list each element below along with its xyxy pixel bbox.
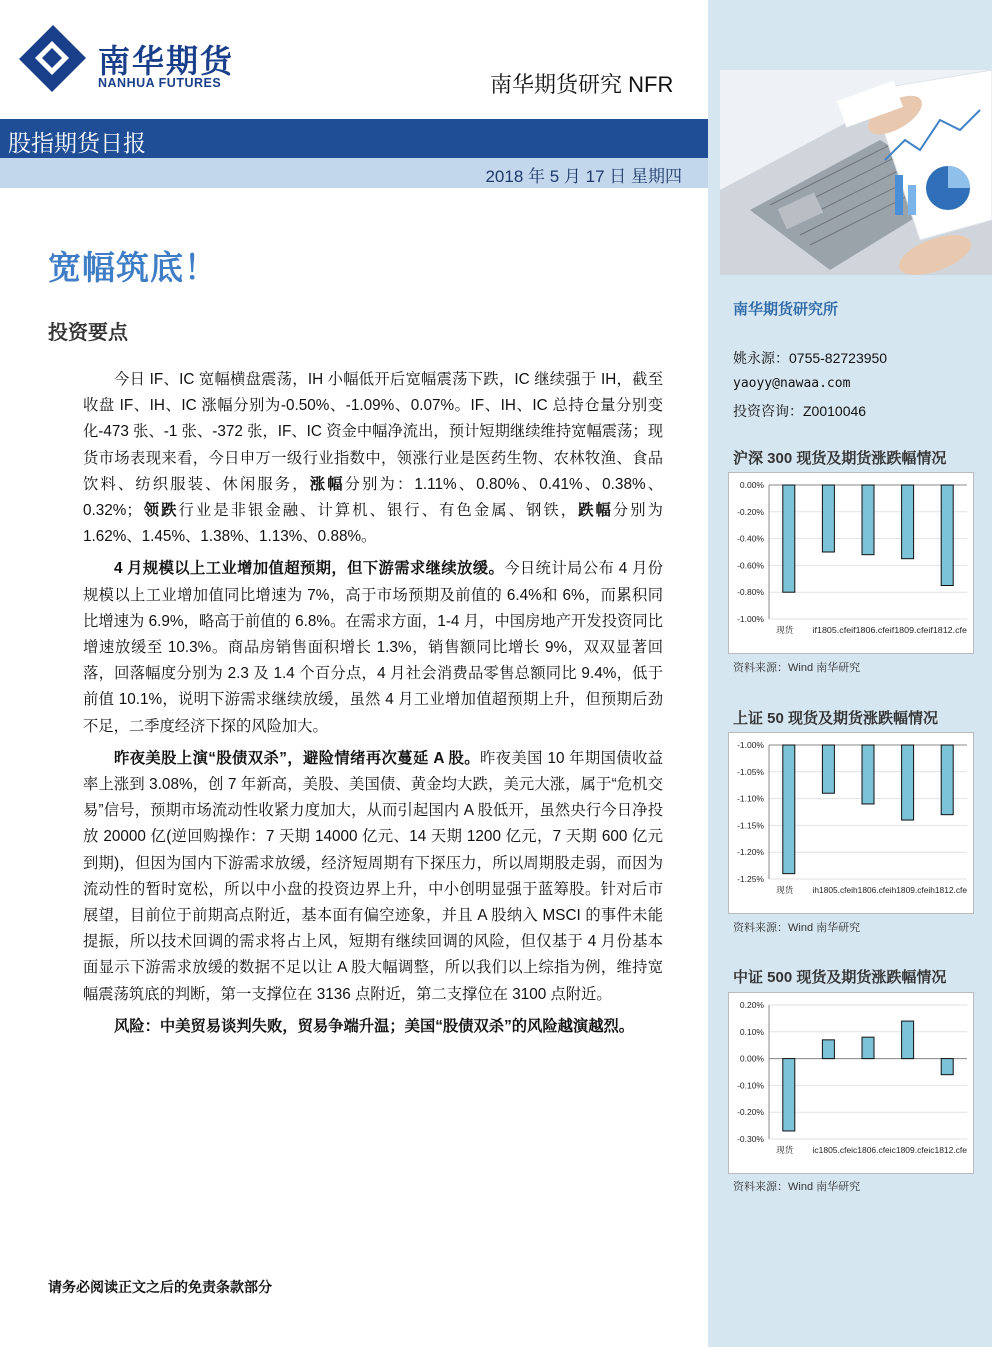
y-tick-label: -1.10% [737, 793, 764, 804]
y-tick-label: 0.00% [739, 1053, 764, 1064]
y-tick-label: -0.20% [737, 506, 764, 517]
chart-zz500 [728, 992, 974, 1174]
paragraph-3 [83, 746, 663, 1008]
chart-svg [729, 993, 973, 1173]
analyst-contact [733, 348, 887, 368]
text-run: 昨夜美国 10 年期国债收益率上涨到 3.08%，创 7 年新高，美股、美国债、黄金均大跌，美元大涨，属于“危机交易”信号，预期市场流动性收紧力度加大，从而引起国内 A 股低开，虽然央行今日净投放 20000 亿(逆回购操作：7 天期 14000 亿元、14 天期 1200 亿元，7 天期 600 亿元到期)，但因为国内下游需求放缓，经济短周期有下探压力，所以周期股走弱，而因为流动性的暂时宽松，所以中小盘的投资边界上升，中小创明显强于蓝筹股。针对后市展望，目前位于前期高点附近，基本面有偏空迹象，并且 A 股纳入 MSCI 的事件未能提振，所以技术回调的需求将占上风，短期有继续回调的风险，但仅基于 4 月份基本面显示下游需求放缓的数据不足以让 A 股大幅调整，所以我们以上综指为例，维持宽幅震荡筑底的判断，第一支撑位在 3136 点附近，第二支撑位在 3100 点附近。 [83, 749, 664, 1003]
bar [902, 1021, 914, 1059]
y-tick-label: -1.00% [737, 614, 764, 624]
report-date: 2018 年 5 月 17 日 星期四 [485, 167, 682, 186]
text-run: 跌幅 [578, 502, 613, 520]
bar [822, 485, 834, 552]
text-run: 4 月规模以上工业增加值超预期，但下游需求继续放缓。 [114, 560, 505, 578]
chart-source-hs300: 资料来源：Wind 南华研究 [733, 662, 861, 674]
x-tick-label: ih1805.cfeih1806.cfeih1809.cfeih1812.cfe [812, 885, 968, 895]
text-run: 今日 IF、IC 宽幅横盘震荡，IH 小幅低开后宽幅震荡下跌，IC 继续强于 IH，截至收盘 IF、IH、IC 涨幅分别为-0.50%、-1.09%、0.07%。IF、IH、IC 总持仓量分别变化-473 张、-1 张、-372 张，IF、IC 资金中幅净流出，预计短期继续维持宽幅震荡；现货市场表现来看，今日申万一级行业指数中，领涨行业是医药生物、农林牧渔、食品饮料、纺织服装、休闲服务， [83, 371, 663, 493]
org-name: 南华期货研究所 [733, 301, 839, 318]
text-run: 领跌 [141, 502, 179, 520]
y-tick-label: 0.00% [739, 480, 764, 490]
y-tick-label: -0.40% [737, 533, 764, 544]
text-run: 分别为：1.11%、0.80%、0.41%、0.38%、0.32%； [83, 475, 663, 520]
license-number: 投资咨询：Z0010046 [733, 403, 867, 419]
paragraph-2 [83, 556, 663, 739]
chart-svg [729, 733, 973, 913]
chart-svg [729, 473, 973, 653]
text-run: 今日统计局公布 4 月份规模以上工业增加值同比增速为 7%，高于市场预期及前值的 6.4%和 6%，而累积同比增速为 6.9%，略高于前值的 6.8%。在需求方面，1-4 月，中国房地产开发投资同比增速放缓至 10.3%。商品房销售面积增长 1.3%，销售额同比增长 9%，双双显著回落，回落幅度分别为 2.3 及 1.4 个百分点，4 月社会消费品零售总额同比 9.4%，低于前值 10.1%，说明下游需求继续放缓，虽然 4 月工业增加值超预期上升，但预期后劲不足，二季度经济下探的风险加大。 [83, 560, 663, 735]
y-tick-label: -0.80% [737, 587, 764, 598]
disclaimer-note: 请务必阅读正文之后的免责条款部分 [48, 1279, 272, 1295]
bar [941, 745, 953, 815]
text-run: 分别为 1.62%、1.45%、1.38%、1.13%、0.88%。 [83, 502, 663, 546]
x-tick-label: 现货 [776, 1145, 794, 1155]
chart-title-hs300: 沪深 300 现货及期货涨跌幅情况 [733, 450, 947, 467]
paragraph-1 [83, 367, 663, 550]
y-tick-label: -0.10% [737, 1080, 764, 1091]
y-tick-label: -1.00% [737, 740, 764, 750]
bar [941, 1059, 953, 1075]
chart-source-sz50: 资料来源：Wind 南华研究 [733, 922, 861, 934]
paragraph-4 [83, 1014, 663, 1040]
x-tick-label: if1805.cfeif1806.cfeif1809.cfeif1812.cfe [812, 625, 968, 635]
text-run: 涨幅 [309, 475, 345, 493]
y-tick-label: -0.60% [737, 560, 764, 571]
logo-text-cn: 南华期货 [98, 43, 235, 79]
text-run: 昨夜美股上演“股债双杀”，避险情绪再次蔓延 A 股。 [114, 749, 480, 767]
report-title: 股指期货日报 [8, 130, 146, 156]
y-tick-label: 0.20% [739, 1000, 764, 1010]
bar [902, 485, 914, 559]
analyst-name-phone: 姚永源：0755-82723950 [733, 350, 888, 366]
chart-title-sz50: 上证 50 现货及期货涨跌幅情况 [733, 710, 939, 727]
x-tick-label: ic1805.cfeic1806.cfeic1809.cfeic1812.cfe [812, 1145, 968, 1155]
y-tick-label: 0.10% [739, 1026, 764, 1037]
bar [902, 745, 914, 820]
bar [862, 745, 874, 804]
bar [822, 1040, 834, 1059]
text-run: 行业是非银金融、计算机、银行、有色金属、钢铁， [178, 502, 579, 520]
bar [783, 1059, 795, 1131]
x-tick-label: 现货 [776, 885, 794, 895]
x-tick-label: 现货 [776, 625, 794, 635]
article-body [83, 367, 663, 1046]
chart-sz50 [728, 732, 974, 914]
chart-hs300 [728, 472, 974, 654]
bar [862, 485, 874, 555]
y-tick-label: -0.20% [737, 1107, 764, 1118]
y-tick-label: -1.20% [737, 847, 764, 858]
bar [862, 1037, 874, 1058]
y-tick-label: -0.30% [737, 1134, 764, 1144]
y-tick-label: -1.25% [737, 874, 764, 884]
chart-title-zz500: 中证 500 现货及期货涨跌幅情况 [733, 969, 947, 986]
y-tick-label: -1.05% [737, 766, 764, 777]
text-run: 风险：中美贸易谈判失败，贸易争端升温；美国“股债双杀”的风险越演越烈。 [114, 1017, 635, 1035]
research-title: 南华期货研究 NFR [490, 72, 674, 97]
logo-text-en: NANHUA FUTURES [98, 76, 222, 90]
bar [822, 745, 834, 793]
headline: 宽幅筑底！ [48, 249, 218, 286]
nanhua-logo-icon [18, 24, 86, 97]
bar [783, 485, 795, 592]
hero-image [720, 70, 992, 275]
bar [941, 485, 953, 586]
bar [783, 745, 795, 874]
chart-source-zz500: 资料来源：Wind 南华研究 [733, 1181, 861, 1193]
analyst-email: yaoyy@nawaa.com [733, 376, 851, 391]
section-title: 投资要点 [48, 322, 128, 344]
y-tick-label: -1.15% [737, 820, 764, 831]
